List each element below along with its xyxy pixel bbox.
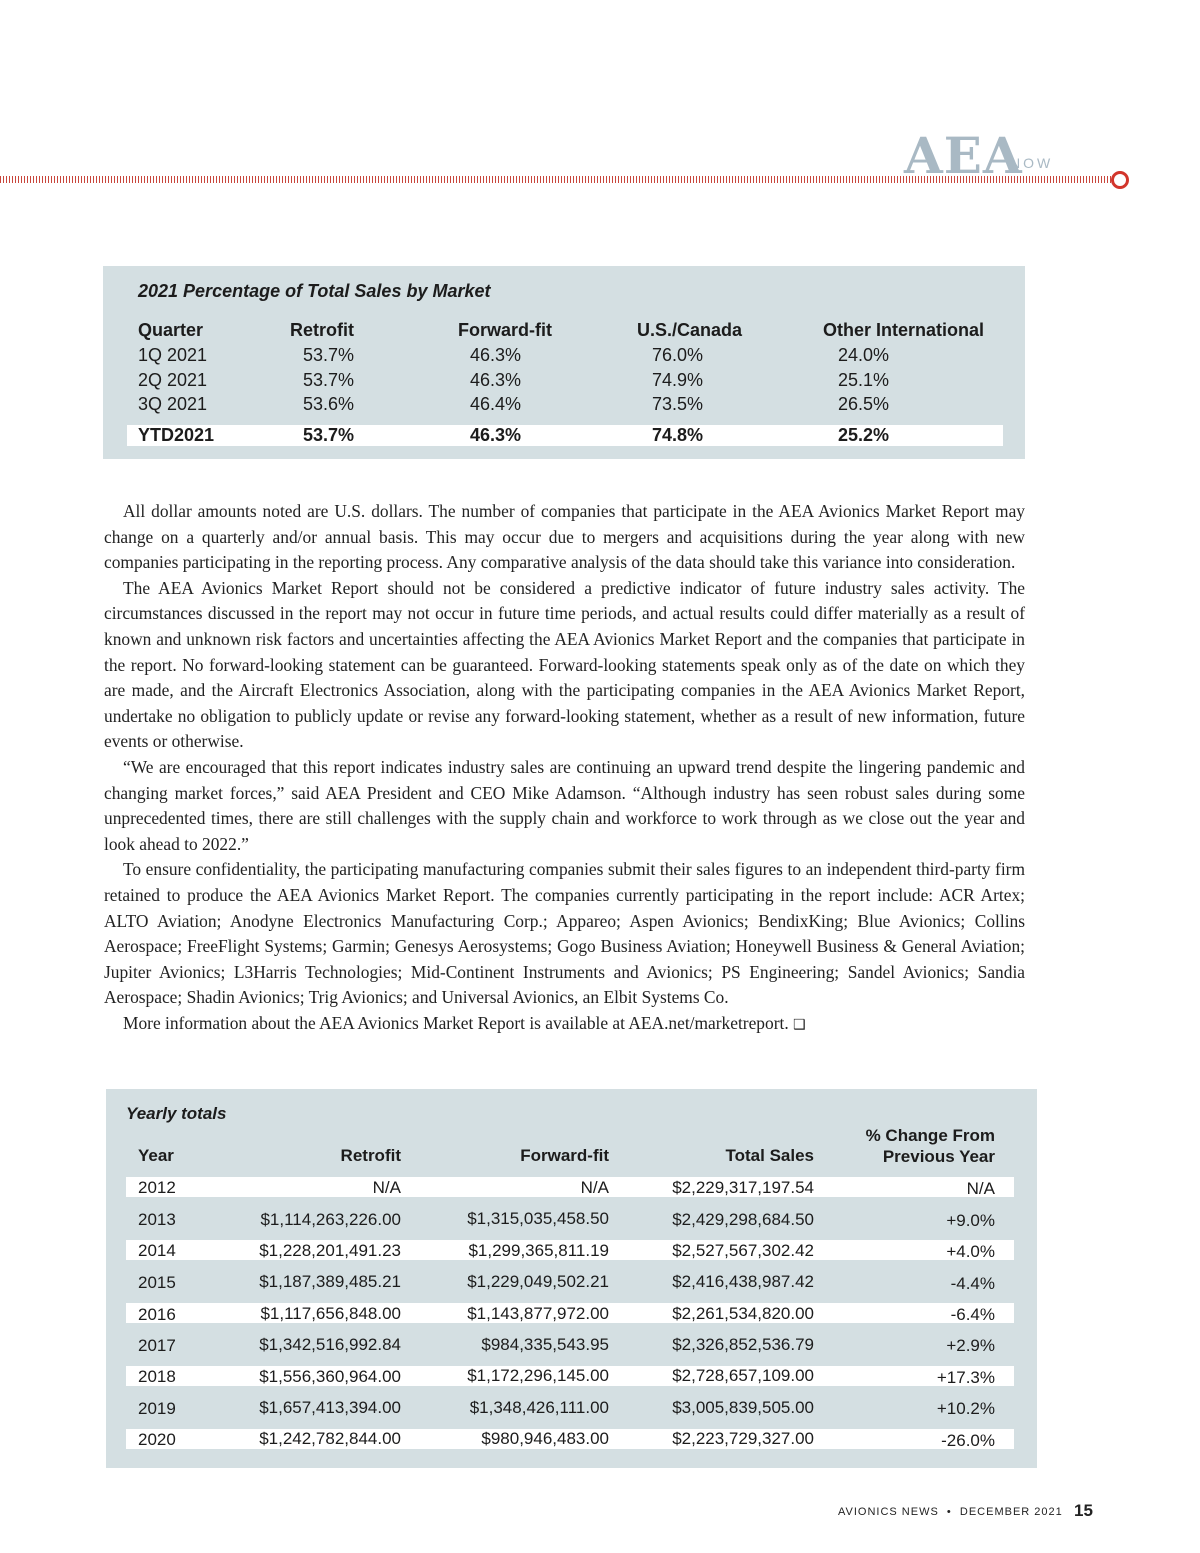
table-row (0, 394, 1200, 418)
col-header-forward-fit: Forward-fit (458, 320, 552, 340)
cell-us-canada: 74.8% (652, 425, 704, 445)
cell-forward-fit: $1,172,296,145.00 (467, 1366, 609, 1385)
cell-retrofit: $1,187,389,485.21 (259, 1272, 401, 1291)
cell-total-sales: $2,416,438,987.42 (672, 1272, 814, 1291)
cell-change: N/A (966, 1179, 995, 1198)
cell-forward-fit: $984,335,543.95 (481, 1335, 609, 1354)
cell-quarter: 3Q 2021 (138, 394, 208, 414)
cell-forward-fit: 46.3% (470, 370, 522, 390)
cell-total-sales: $2,527,567,302.42 (672, 1241, 814, 1260)
cell-change: -26.0% (941, 1431, 995, 1450)
cell-year: 2017 (138, 1336, 176, 1355)
cell-retrofit: 53.7% (303, 425, 355, 445)
cell-year: 2016 (138, 1305, 176, 1324)
page-number: 15 (1074, 1501, 1093, 1520)
cell-change: +2.9% (946, 1336, 995, 1355)
market-table-header-row (0, 320, 1200, 344)
paragraph: The AEA Avionics Market Report should not be considered a predictive indicator of future industry sales activity. The circumstances discussed in the report may not occur in future time periods, and actual results could differ materially as a result of known and unknown risk factors and uncertainties affecting the AEA Avionics Market Report and the companies that participate in the report. No forward-looking statement can be guaranteed. Forward-looking statements speak only as of the date on which they are made, and the Aircraft Electronics Association, along with the participating companies in the AEA Avionics Market Report, undertake no obligation to publicly update or revise any forward-looking statement, whether as a result of new information, future events or otherwise. (104, 577, 1025, 752)
cell-retrofit: 53.7% (303, 345, 355, 365)
col-header-change-line1: % Change From (865, 1126, 995, 1145)
cell-year: 2018 (138, 1367, 176, 1386)
cell-total-sales: $3,005,839,505.00 (672, 1398, 814, 1417)
cell-total-sales: $2,728,657,109.00 (672, 1366, 814, 1385)
cell-year: 2015 (138, 1273, 176, 1292)
cell-other-international: 24.0% (838, 345, 890, 365)
cell-retrofit: 53.7% (303, 370, 355, 390)
cell-forward-fit: $1,299,365,811.19 (468, 1241, 609, 1260)
col-header-total-sales: Total Sales (725, 1146, 814, 1165)
cell-change: +10.2% (936, 1399, 995, 1418)
col-header-us-canada: U.S./Canada (637, 320, 743, 340)
cell-retrofit: 53.6% (303, 394, 355, 414)
cell-other-international: 25.1% (838, 370, 890, 390)
yearly-table-title: Yearly totals (126, 1104, 227, 1123)
cell-other-international: 26.5% (838, 394, 890, 414)
cell-change: +9.0% (946, 1211, 995, 1230)
col-header-year: Year (138, 1146, 174, 1165)
cell-forward-fit: $980,946,483.00 (481, 1429, 609, 1448)
article-body (104, 499, 1025, 1038)
cell-forward-fit: 46.3% (470, 345, 522, 365)
col-header-quarter: Quarter (138, 320, 204, 340)
col-header-change-line2: Previous Year (882, 1147, 995, 1166)
cell-total-sales: $2,326,852,536.79 (672, 1335, 814, 1354)
cell-change: +4.0% (946, 1242, 995, 1261)
table-row (0, 345, 1200, 369)
aea-logo-now: NOW (1010, 155, 1054, 171)
header-circle-ornament (1111, 171, 1129, 189)
cell-retrofit: $1,242,782,844.00 (259, 1429, 401, 1448)
cell-forward-fit: 46.4% (470, 394, 522, 414)
cell-forward-fit: $1,229,049,502.21 (467, 1272, 609, 1291)
cell-forward-fit: 46.3% (470, 425, 522, 445)
col-header-retrofit: Retrofit (340, 1146, 401, 1165)
cell-total-sales: $2,229,317,197.54 (672, 1178, 814, 1197)
paragraph: To ensure confidentiality, the participating manufacturing companies submit their sales figures to an independent third-party firm retained to produce the AEA Avionics Market Report. The companies currently participating in the report include: ACR Artex; ALTO Aviation; Anodyne Electronics Manufacturing Corp.; Appareo; Aspen Avionics; BendixKing; Blue Avionics; Collins Aerospace; FreeFlight Systems; Garmin; Genesys Aerosystems; Gogo Business Aviation; Honeywell Business & General Aviation; Jupiter Avionics; L3Harris Technologies; Mid-Continent Instruments and Avionics; PS Engineering; Sandel Avionics; Sandia Aerospace; Shadin Avionics; Trig Avionics; and Universal Avionics, an Elbit Systems Co. (104, 859, 1025, 1008)
cell-other-international: 25.2% (838, 425, 890, 445)
cell-us-canada: 76.0% (652, 345, 704, 365)
cell-year: 2020 (138, 1430, 176, 1449)
cell-total-sales: $2,429,298,684.50 (672, 1210, 814, 1229)
cell-us-canada: 73.5% (652, 394, 704, 414)
ytd-row (0, 425, 1200, 449)
paragraph: “We are encouraged that this report indicates industry sales are continuing an upward trend despite the lingering pandemic and changing market forces,” said AEA President and CEO Mike Adamson. “Although industry has seen robust sales during some unprecedented times, there are still challenges with the supply chain and workforce to work through as we close out the year and look ahead to 2022.” (104, 756, 1025, 854)
cell-retrofit: $1,228,201,491.23 (259, 1241, 401, 1260)
end-mark-icon: ❑ (793, 1016, 806, 1033)
cell-total-sales: $2,261,534,820.00 (672, 1304, 814, 1323)
paragraph-text: More information about the AEA Avionics Market Report is available at AEA.net/marketreport. (123, 1012, 789, 1033)
cell-retrofit: $1,117,656,848.00 (260, 1304, 401, 1323)
cell-quarter: 1Q 2021 (138, 345, 208, 365)
cell-retrofit: N/A (372, 1178, 401, 1197)
cell-quarter: YTD2021 (138, 425, 215, 445)
cell-year: 2012 (138, 1178, 176, 1197)
cell-retrofit: $1,342,516,992.84 (259, 1335, 401, 1354)
cell-forward-fit: $1,348,426,111.00 (469, 1398, 609, 1417)
cell-us-canada: 74.9% (652, 370, 704, 390)
paragraph: All dollar amounts noted are U.S. dollars. The number of companies that participate in the AEA Avionics Market Report may change on a quarterly and/or annual basis. This may occur due to mergers and acquisitions during the year along with new companies participating in the reporting process. Any comparative analysis of the data should take this variance into consideration. (104, 501, 1025, 573)
aea-logo: AEA (904, 126, 1023, 185)
cell-retrofit: $1,556,360,964.00 (259, 1367, 401, 1386)
cell-total-sales: $2,223,729,327.00 (672, 1429, 814, 1448)
cell-retrofit: $1,114,263,226.00 (260, 1210, 401, 1229)
paragraph-last (104, 1011, 1025, 1039)
col-header-retrofit: Retrofit (290, 320, 354, 340)
footer-publication: AVIONICS NEWS • DECEMBER 2021 (838, 1506, 1063, 1518)
cell-change: -6.4% (950, 1305, 995, 1324)
cell-retrofit: $1,657,413,394.00 (259, 1398, 401, 1417)
table-row (0, 370, 1200, 394)
cell-forward-fit: $1,315,035,458.50 (467, 1209, 609, 1228)
market-table-title: 2021 Percentage of Total Sales by Market (138, 281, 491, 301)
cell-forward-fit: N/A (580, 1178, 609, 1197)
cell-change: +17.3% (936, 1368, 995, 1387)
cell-year: 2013 (138, 1210, 176, 1229)
cell-quarter: 2Q 2021 (138, 370, 208, 390)
cell-year: 2014 (138, 1241, 176, 1260)
col-header-forward-fit: Forward-fit (520, 1146, 609, 1165)
col-header-other-international: Other International (823, 320, 985, 340)
cell-forward-fit: $1,143,877,972.00 (467, 1304, 609, 1323)
cell-change: -4.4% (950, 1274, 995, 1293)
cell-year: 2019 (138, 1399, 176, 1418)
